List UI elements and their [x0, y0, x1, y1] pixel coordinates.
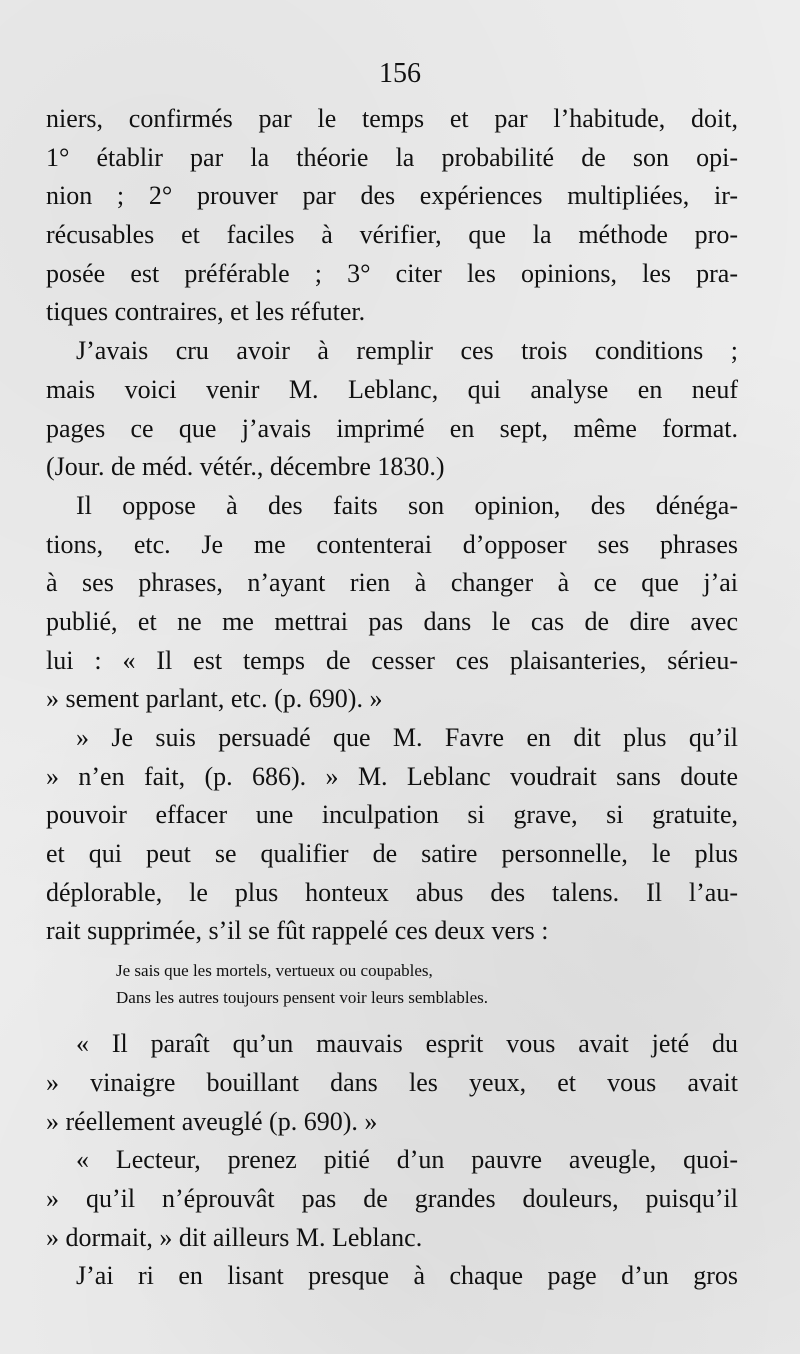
text-line: et qui peut se qualifier de satire personnelle, le plus: [46, 839, 738, 869]
text-line: » n’en fait, (p. 686). » M. Leblanc voudrait sans doute: [46, 761, 738, 791]
text-line: publié, et ne me mettrai pas dans le cas de dire avec: [46, 606, 738, 636]
text-line: tions, etc. Je me contenterai d’opposer ses phrases: [46, 529, 738, 559]
text-line: niers, confirmés par le temps et par l’habitude, doit,: [46, 104, 738, 133]
text-line: pages ce que j’avais imprimé en sept, même format.: [46, 413, 738, 443]
text-line: » Je suis persuadé que M. Favre en dit plus qu’il: [76, 723, 738, 752]
text-line: « Lecteur, prenez pitié d’un pauvre aveugle, quoi-: [76, 1145, 738, 1175]
text-line: « Il paraît qu’un mauvais esprit vous avait jeté du: [76, 1029, 738, 1059]
text-line: déplorable, le plus honteux abus des talens. Il l’au-: [46, 877, 738, 907]
text-line: rait supprimée, s’il se fût rappelé ces deux vers :: [46, 916, 549, 946]
paragraph-group-top: [46, 100, 738, 951]
verse-line-1: Je sais que les mortels, vertueux ou coupables,: [116, 961, 433, 981]
text-line: récusables et faciles à vérifier, que la méthode pro-: [46, 220, 738, 250]
text-line: lui : « Il est temps de cesser ces plaisanteries, sérieu-: [46, 645, 738, 675]
text-line: nion ; 2° prouver par des expériences multipliées, ir-: [46, 181, 738, 211]
text-line: posée est préférable ; 3° citer les opinions, les pra-: [46, 258, 738, 288]
text-line: » sement parlant, etc. (p. 690). »: [46, 684, 383, 714]
verse-line-2: Dans les autres toujours pensent voir leurs semblables.: [116, 988, 489, 1008]
text-line: mais voici venir M. Leblanc, qui analyse en neuf: [46, 374, 738, 404]
text-line: à ses phrases, n’ayant rien à changer à ce que j’ai: [46, 568, 738, 598]
text-line: » réellement aveuglé (p. 690). »: [46, 1106, 378, 1136]
text-line: » vinaigre bouillant dans les yeux, et vous avait: [46, 1067, 738, 1097]
body-text: [46, 100, 738, 1296]
text-line: 1° établir par la théorie la probabilité de son opi-: [46, 142, 738, 172]
text-line: Il oppose à des faits son opinion, des dénéga-: [76, 490, 738, 520]
text-line: » qu’il n’éprouvât pas de grandes douleurs, puisqu’il: [46, 1183, 738, 1213]
text-line: » dormait, » dit ailleurs M. Leblanc.: [46, 1222, 423, 1252]
text-line: J’avais cru avoir à remplir ces trois conditions ;: [76, 336, 738, 366]
paragraph-group-bottom: [46, 1025, 738, 1296]
text-line: tiques contraires, et les réfuter.: [46, 297, 366, 327]
text-line: (Jour. de méd. vétér., décembre 1830.): [46, 452, 445, 482]
verse-quote: [46, 957, 738, 1011]
page-number: 156: [379, 58, 421, 89]
text-line: J’ai ri en lisant presque à chaque page d’un gros: [76, 1261, 738, 1291]
text-line: pouvoir effacer une inculpation si grave, si gratuite,: [46, 800, 738, 830]
